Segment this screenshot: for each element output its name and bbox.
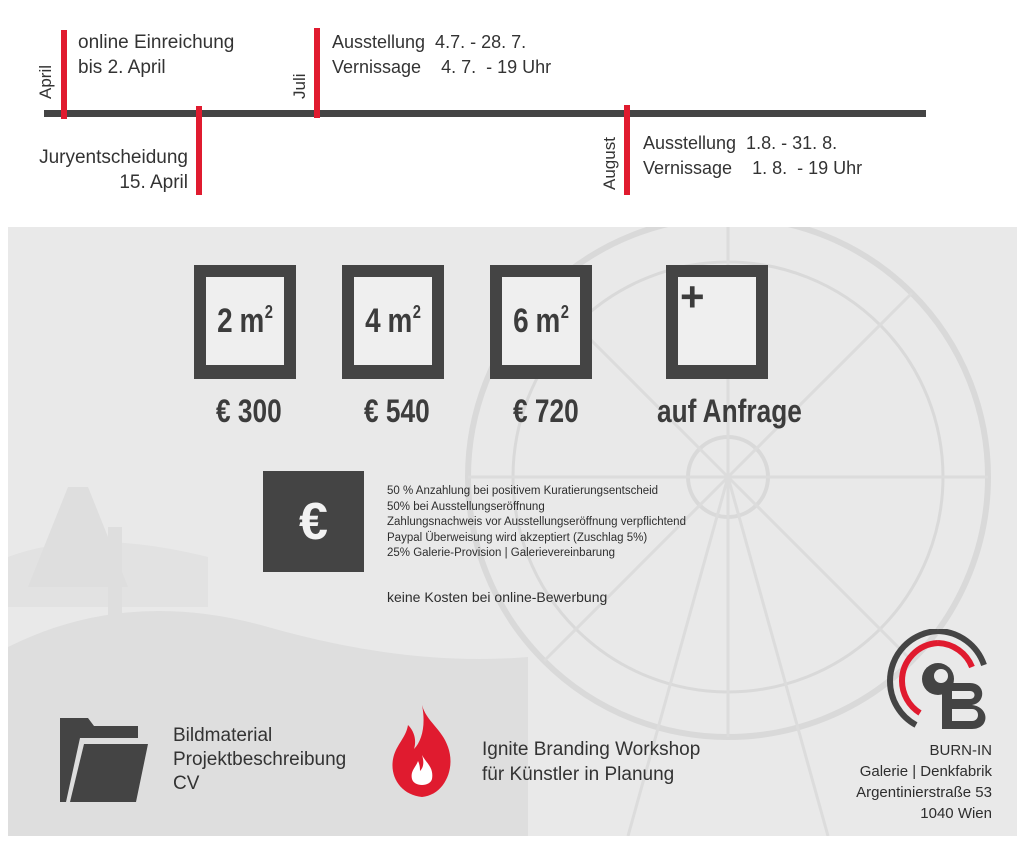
size-option-4m2 <box>342 265 444 379</box>
jury-event <box>20 145 188 195</box>
july-exhibition-dates: Ausstellung 4.7. - 28. 7. <box>332 32 527 52</box>
payment-term: 50% bei Ausstellungseröffnung <box>387 500 545 513</box>
month-juli: Juli <box>290 73 309 99</box>
size-option-2m2-inner <box>206 277 284 365</box>
size-exponent: 2 <box>560 301 569 322</box>
gallery-address <box>856 740 992 824</box>
size-value: 2 m <box>217 301 265 340</box>
size-option-6m2-inner <box>502 277 580 365</box>
july-exhibition-event <box>332 30 551 80</box>
plus-icon: + <box>680 273 705 320</box>
payment-term: 50 % Anzahlung bei positivem Kuratierungsentscheid <box>387 485 659 497</box>
requirement-item: Bildmaterial <box>173 725 273 746</box>
euro-icon <box>263 471 364 572</box>
size-label-6m2 <box>513 302 568 341</box>
size-option-6m2 <box>490 265 592 379</box>
workshop-info <box>482 737 700 787</box>
juli-marker <box>314 28 320 118</box>
folder-icon <box>58 716 150 802</box>
timeline-axis <box>44 110 926 117</box>
size-value: 6 m <box>513 301 561 340</box>
gallery-name: BURN-IN <box>929 742 992 759</box>
payment-term: 25% Galerie-Provision | Galerievereinbarung <box>387 547 615 559</box>
size-option-4m2-inner <box>354 277 432 365</box>
flame-icon <box>386 703 458 799</box>
payment-term: Zahlungsnachweis vor Ausstellungseröffnung verpflichtend <box>387 516 686 528</box>
gallery-city: 1040 Wien <box>920 805 992 822</box>
no-cost-note: keine Kosten bei online-Bewerbung <box>387 589 608 605</box>
size-label-2m2 <box>217 302 272 341</box>
jury-marker <box>196 106 202 195</box>
price-4m2: € 540 <box>364 393 430 429</box>
size-exponent: 2 <box>412 301 421 322</box>
workshop-line: Ignite Branding Workshop <box>482 739 701 760</box>
size-option-custom <box>666 265 768 379</box>
euro-symbol: € <box>299 492 328 551</box>
size-option-custom-inner <box>678 273 756 365</box>
size-label-4m2 <box>365 302 420 341</box>
april-marker <box>61 30 67 119</box>
gallery-street: Argentinierstraße 53 <box>856 784 992 801</box>
requirement-item: Projektbeschreibung <box>173 749 347 770</box>
august-marker <box>624 105 630 195</box>
august-vernissage-time: Vernissage 1. 8. - 19 Uhr <box>643 158 863 178</box>
workshop-line: für Künstler in Planung <box>482 764 675 785</box>
size-value: 4 m <box>365 301 413 340</box>
info-panel <box>8 227 1017 836</box>
submission-line1: online Einreichung <box>78 32 235 53</box>
payment-term: Paypal Überweisung wird akzeptiert (Zuschlag 5%) <box>387 531 648 544</box>
august-exhibition-dates: Ausstellung 1.8. - 31. 8. <box>643 133 838 153</box>
august-exhibition-event <box>643 131 862 181</box>
submission-event <box>78 30 234 80</box>
month-april: April <box>36 64 55 99</box>
application-requirements <box>173 724 346 796</box>
jury-line1: Juryentscheidung <box>39 147 188 168</box>
gallery-subtitle: Galerie | Denkfabrik <box>859 763 992 780</box>
july-vernissage-time: Vernissage 4. 7. - 19 Uhr <box>332 57 552 77</box>
price-custom: auf Anfrage <box>657 393 802 429</box>
price-2m2: € 300 <box>216 393 282 429</box>
month-august: August <box>600 137 619 190</box>
submission-line2: bis 2. April <box>78 57 166 78</box>
payment-terms <box>387 484 686 562</box>
requirement-item: CV <box>173 773 200 794</box>
size-exponent: 2 <box>264 301 273 322</box>
jury-line2: 15. April <box>119 172 188 193</box>
price-6m2: € 720 <box>513 393 579 429</box>
size-option-2m2 <box>194 265 296 379</box>
burn-in-logo <box>886 629 998 731</box>
timeline <box>0 0 1024 225</box>
